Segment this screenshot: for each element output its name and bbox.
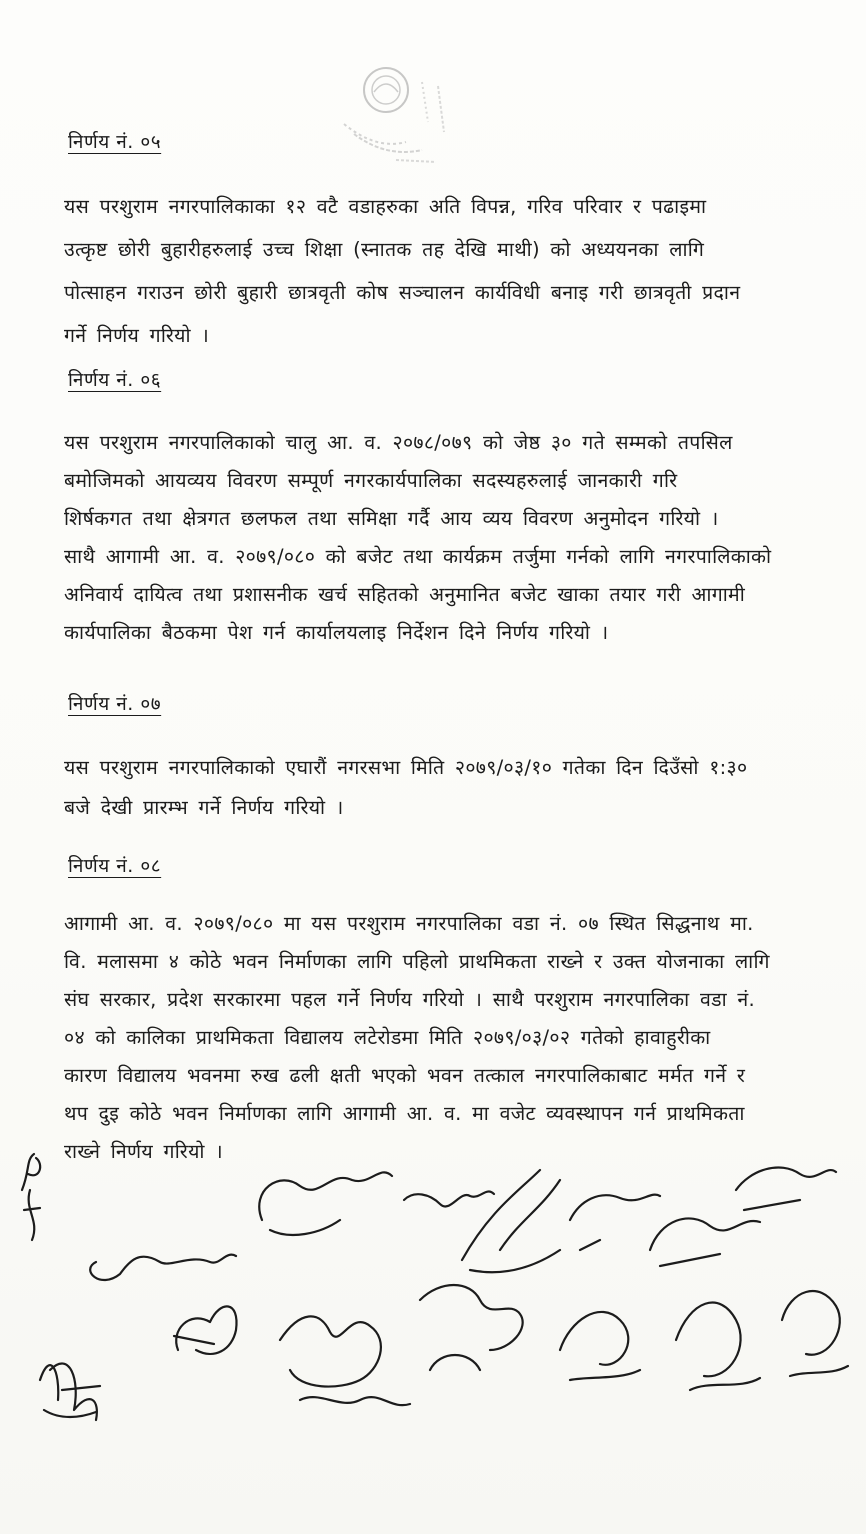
decision-05-body <box>64 185 824 357</box>
decision-05-line: पोत्साहन गराउन छोरी बुहारी छात्रवृती कोष सञ्चालन कार्यविधी बनाइ गरी छात्रवृती प्रदान <box>64 281 741 304</box>
decision-08-line: संघ सरकार, प्रदेश सरकारमा पहल गर्ने निर्णय गरियो । साथै परशुराम नगरपालिका वडा नं. <box>64 988 756 1011</box>
signature-4 <box>259 1172 392 1235</box>
decision-08-line: ०४ को कालिका प्राथमिकता विद्यालय लटेरोडमा मिति २०७९/०३/०२ गतेको हावाहुरीका <box>64 1026 711 1049</box>
signature-9b <box>782 1291 848 1376</box>
signature-4c <box>300 1397 410 1405</box>
decision-08-line: आगामी आ. व. २०७९/०८० मा यस परशुराम नगरपालिका वडा नं. ०७ स्थित सिद्धनाथ मा. <box>64 912 754 935</box>
signature-7b <box>560 1312 640 1380</box>
decision-06-line: कार्यपालिका बैठकमा पेश गर्न कार्यालयलाइ निर्देशन दिने निर्णय गरियो । <box>64 621 609 644</box>
decision-06-line: बमोजिमको आयव्यय विवरण सम्पूर्ण नगरकार्यपालिका सदस्यहरुलाई जानकारी गरि <box>64 469 678 492</box>
decision-06-line: शिर्षकगत तथा क्षेत्रगत छलफल तथा समिक्षा गर्दै आय व्यय विवरण अनुमोदन गरियो । <box>64 507 719 530</box>
decision-05-line: उत्कृष्ट छोरी बुहारीहरुलाई उच्च शिक्षा (स्नातक तह देखि माथी) को अध्ययनका लागि <box>64 238 705 261</box>
decision-05-heading: निर्णय नं. ०५ <box>68 131 162 153</box>
signature-5b <box>420 1285 523 1370</box>
signature-9 <box>736 1167 836 1210</box>
decision-06-heading: निर्णय नं. ०६ <box>68 369 162 391</box>
decision-05-line: गर्ने निर्णय गरियो । <box>64 324 210 347</box>
decision-07-line: बजे देखी प्रारम्भ गर्ने निर्णय गरियो । <box>64 796 344 819</box>
signature-5 <box>404 1191 494 1206</box>
decision-06-line: साथै आगामी आ. व. २०७९/०८० को बजेट तथा कार्यक्रम तर्जुमा गर्नको लागि नगरपालिकाको <box>64 545 772 568</box>
signature-1 <box>22 1154 40 1240</box>
signatures-block <box>0 1150 866 1450</box>
decision-07-body <box>64 748 824 828</box>
decision-08-line: राख्ने निर्णय गरियो । <box>64 1140 223 1163</box>
signature-8 <box>650 1218 760 1266</box>
decision-08-line: वि. मलासमा ४ कोठे भवन निर्माणका लागि पहिलो प्राथमिकता राख्ने र उक्त योजनाका लागि <box>64 950 770 973</box>
signature-8b <box>676 1303 760 1390</box>
decision-08-line: कारण विद्यालय भवनमा रुख ढली क्षती भएको भवन तत्काल नगरपालिकाबाट मर्मत गर्ने र <box>64 1064 746 1087</box>
decision-06-body <box>64 424 824 652</box>
signature-3b <box>174 1306 237 1354</box>
signature-4b <box>280 1316 381 1386</box>
decision-07-line: यस परशुराम नगरपालिकाको एघारौं नगरसभा मिति २०७९/०३/१० गतेका दिन दिउँसो १:३० <box>64 756 748 779</box>
signature-6 <box>462 1170 560 1272</box>
decision-07-heading: निर्णय नं. ०७ <box>68 693 162 715</box>
signature-7 <box>570 1195 660 1250</box>
decision-06-line: यस परशुराम नगरपालिकाको चालु आ. व. २०७८/०७९ को जेष्ठ ३० गते सम्मको तपसिल <box>64 431 733 454</box>
decision-06-line: अनिवार्य दायित्व तथा प्रशासनीक खर्च सहितको अनुमानित बजेट खाका तयार गरी आगामी <box>64 583 746 606</box>
decision-08-line: थप दुइ कोठे भवन निर्माणका लागि आगामी आ. व. मा वजेट व्यवस्थापन गर्न प्राथमिकता <box>64 1102 745 1125</box>
signature-2 <box>40 1364 100 1420</box>
decision-08-heading: निर्णय नं. ०८ <box>68 855 162 877</box>
signature-3 <box>90 1255 236 1280</box>
office-stamp-seal <box>336 62 466 172</box>
decision-08-body <box>64 905 824 1171</box>
decision-05-line: यस परशुराम नगरपालिकाका १२ वटै वडाहरुका अति विपन्न, गरिव परिवार र पढाइमा <box>64 195 707 218</box>
